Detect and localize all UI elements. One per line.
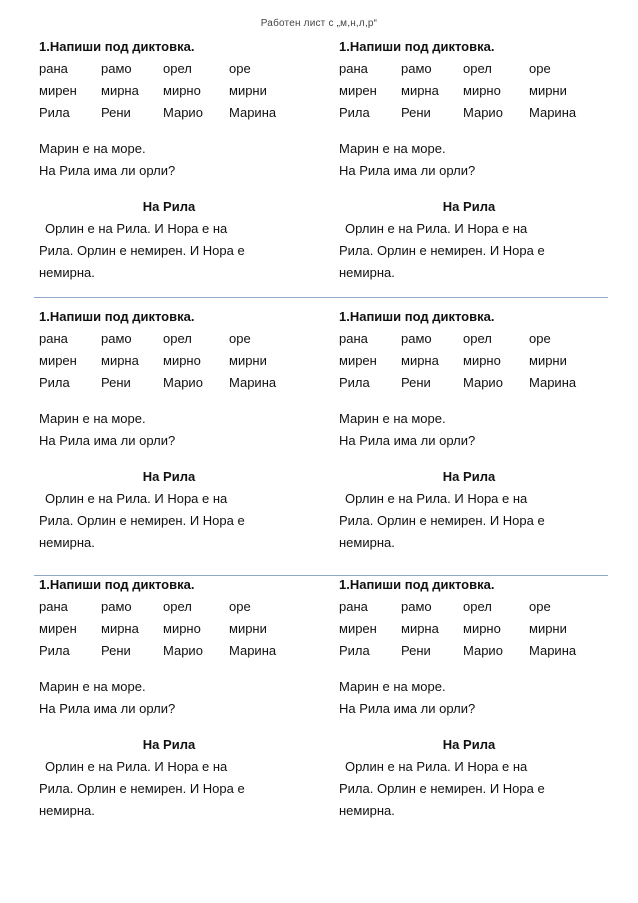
word: мирни	[529, 621, 567, 636]
word: мирна	[101, 83, 139, 98]
worksheet-card-left	[39, 36, 309, 284]
word: рана	[39, 61, 68, 76]
word: Рила	[39, 375, 70, 390]
story-line: Орлин е на Рила. И Нора е на	[45, 221, 228, 236]
word: мирен	[39, 621, 77, 636]
word: Марина	[229, 375, 277, 390]
word-row	[39, 372, 309, 394]
sentence: Марин е на море.	[339, 411, 446, 426]
sentence: Марин е на море.	[339, 141, 446, 156]
worksheet-card-right	[339, 36, 609, 284]
worksheet-card-right	[339, 306, 609, 554]
word: мирни	[529, 83, 567, 98]
word: мирно	[463, 621, 501, 636]
task-title: 1.Напиши под диктовка.	[339, 39, 495, 54]
word: рана	[339, 61, 368, 76]
word: рамо	[401, 331, 432, 346]
sentence: На Рила има ли орли?	[339, 163, 476, 178]
worksheet-card-left	[39, 574, 309, 822]
spacer	[339, 452, 609, 466]
word: Рени	[101, 375, 131, 390]
sentence: На Рила има ли орли?	[339, 701, 476, 716]
word: Рила	[339, 375, 370, 390]
word-row	[39, 80, 309, 102]
spacer	[339, 394, 609, 408]
story-line: Орлин е на Рила. И Нора е на	[345, 759, 528, 774]
word: рамо	[101, 599, 132, 614]
spacer	[39, 124, 309, 138]
word: рамо	[101, 331, 132, 346]
page-header: Работен лист с „м,н,л,р“	[260, 18, 378, 29]
word-row	[39, 350, 309, 372]
word: Рени	[101, 105, 131, 120]
sentence: Марин е на море.	[39, 679, 146, 694]
word: Марио	[163, 375, 203, 390]
word: оре	[529, 331, 551, 346]
story-line: Орлин е на Рила. И Нора е на	[345, 491, 528, 506]
spacer	[39, 720, 309, 734]
word: рамо	[401, 61, 432, 76]
story-line: Рила. Орлин е немирен. И Нора е	[39, 243, 245, 258]
word: рана	[339, 331, 368, 346]
section-divider	[34, 297, 608, 298]
spacer	[39, 394, 309, 408]
word-row	[39, 58, 309, 80]
word: мирни	[529, 353, 567, 368]
story-line: Рила. Орлин е немирен. И Нора е	[339, 781, 545, 796]
word: мирна	[101, 621, 139, 636]
word-row	[339, 350, 609, 372]
worksheet-card-right	[339, 574, 609, 822]
story-line: Орлин е на Рила. И Нора е на	[45, 491, 228, 506]
word: Марио	[463, 105, 503, 120]
word: мирна	[401, 83, 439, 98]
word: орел	[163, 331, 192, 346]
story-line: Орлин е на Рила. И Нора е на	[345, 221, 528, 236]
word-row	[339, 58, 609, 80]
word: орел	[463, 61, 492, 76]
word: Рила	[339, 643, 370, 658]
word-row	[339, 596, 609, 618]
word: Марио	[463, 375, 503, 390]
word-row	[339, 328, 609, 350]
word: Рени	[401, 105, 431, 120]
story-title: На Рила	[142, 469, 196, 484]
story-title: На Рила	[442, 737, 496, 752]
word-row	[39, 596, 309, 618]
word: Марина	[529, 643, 577, 658]
story-title: На Рила	[142, 199, 196, 214]
sentence: На Рила има ли орли?	[339, 433, 476, 448]
word: рамо	[401, 599, 432, 614]
story-line: Рила. Орлин е немирен. И Нора е	[339, 243, 545, 258]
spacer	[339, 662, 609, 676]
word: мирна	[101, 353, 139, 368]
word: рана	[39, 331, 68, 346]
sentence: Марин е на море.	[39, 411, 146, 426]
word: мирна	[401, 353, 439, 368]
word: Рила	[39, 105, 70, 120]
sentence: Марин е на море.	[339, 679, 446, 694]
word: Рени	[101, 643, 131, 658]
spacer	[339, 182, 609, 196]
task-title: 1.Напиши под диктовка.	[339, 577, 495, 592]
word: Рила	[339, 105, 370, 120]
sentence: Марин е на море.	[39, 141, 146, 156]
word: Марина	[529, 105, 577, 120]
word-row	[39, 640, 309, 662]
task-title: 1.Напиши под диктовка.	[339, 309, 495, 324]
story-line: Рила. Орлин е немирен. И Нора е	[39, 781, 245, 796]
word-row	[339, 372, 609, 394]
word: оре	[229, 599, 251, 614]
task-title: 1.Напиши под диктовка.	[39, 39, 195, 54]
word: мирни	[229, 83, 267, 98]
word: оре	[229, 61, 251, 76]
word: мирно	[163, 621, 201, 636]
spacer	[39, 452, 309, 466]
section-divider	[34, 575, 608, 576]
story-title: На Рила	[442, 469, 496, 484]
story-line: Рила. Орлин е немирен. И Нора е	[39, 513, 245, 528]
spacer	[39, 662, 309, 676]
story-line: немирна.	[39, 803, 95, 818]
word: мирно	[463, 83, 501, 98]
word: Рила	[39, 643, 70, 658]
word: Марио	[163, 105, 203, 120]
word: орел	[163, 599, 192, 614]
word: оре	[529, 61, 551, 76]
word-row	[39, 618, 309, 640]
story-line: немирна.	[39, 535, 95, 550]
word: мирен	[339, 83, 377, 98]
word-row	[39, 328, 309, 350]
story-line: Орлин е на Рила. И Нора е на	[45, 759, 228, 774]
word: мирно	[163, 353, 201, 368]
word-row	[339, 640, 609, 662]
word: мирен	[339, 353, 377, 368]
word: мирен	[39, 353, 77, 368]
story-title: На Рила	[142, 737, 196, 752]
sentence: На Рила има ли орли?	[39, 701, 176, 716]
word: мирен	[39, 83, 77, 98]
word: Марина	[229, 643, 277, 658]
word: Марина	[529, 375, 577, 390]
word: оре	[229, 331, 251, 346]
spacer	[339, 124, 609, 138]
word: мирно	[463, 353, 501, 368]
sentence: На Рила има ли орли?	[39, 433, 176, 448]
word: мирен	[339, 621, 377, 636]
word-row	[339, 618, 609, 640]
word: орел	[163, 61, 192, 76]
word-row	[339, 102, 609, 124]
story-line: Рила. Орлин е немирен. И Нора е	[339, 513, 545, 528]
story-line: немирна.	[39, 265, 95, 280]
word: мирна	[401, 621, 439, 636]
word: орел	[463, 331, 492, 346]
word: Рени	[401, 643, 431, 658]
spacer	[39, 182, 309, 196]
word: мирни	[229, 621, 267, 636]
task-title: 1.Напиши под диктовка.	[39, 309, 195, 324]
worksheet-card-left	[39, 306, 309, 554]
word: мирно	[163, 83, 201, 98]
word: рана	[39, 599, 68, 614]
word: рамо	[101, 61, 132, 76]
word-row	[339, 80, 609, 102]
story-line: немирна.	[339, 265, 395, 280]
spacer	[339, 720, 609, 734]
story-title: На Рила	[442, 199, 496, 214]
word: мирни	[229, 353, 267, 368]
word-row	[39, 102, 309, 124]
task-title: 1.Напиши под диктовка.	[39, 577, 195, 592]
word: Марио	[463, 643, 503, 658]
word: Рени	[401, 375, 431, 390]
story-line: немирна.	[339, 535, 395, 550]
word: Марина	[229, 105, 277, 120]
story-line: немирна.	[339, 803, 395, 818]
word: Марио	[163, 643, 203, 658]
word: рана	[339, 599, 368, 614]
sentence: На Рила има ли орли?	[39, 163, 176, 178]
word: оре	[529, 599, 551, 614]
word: орел	[463, 599, 492, 614]
